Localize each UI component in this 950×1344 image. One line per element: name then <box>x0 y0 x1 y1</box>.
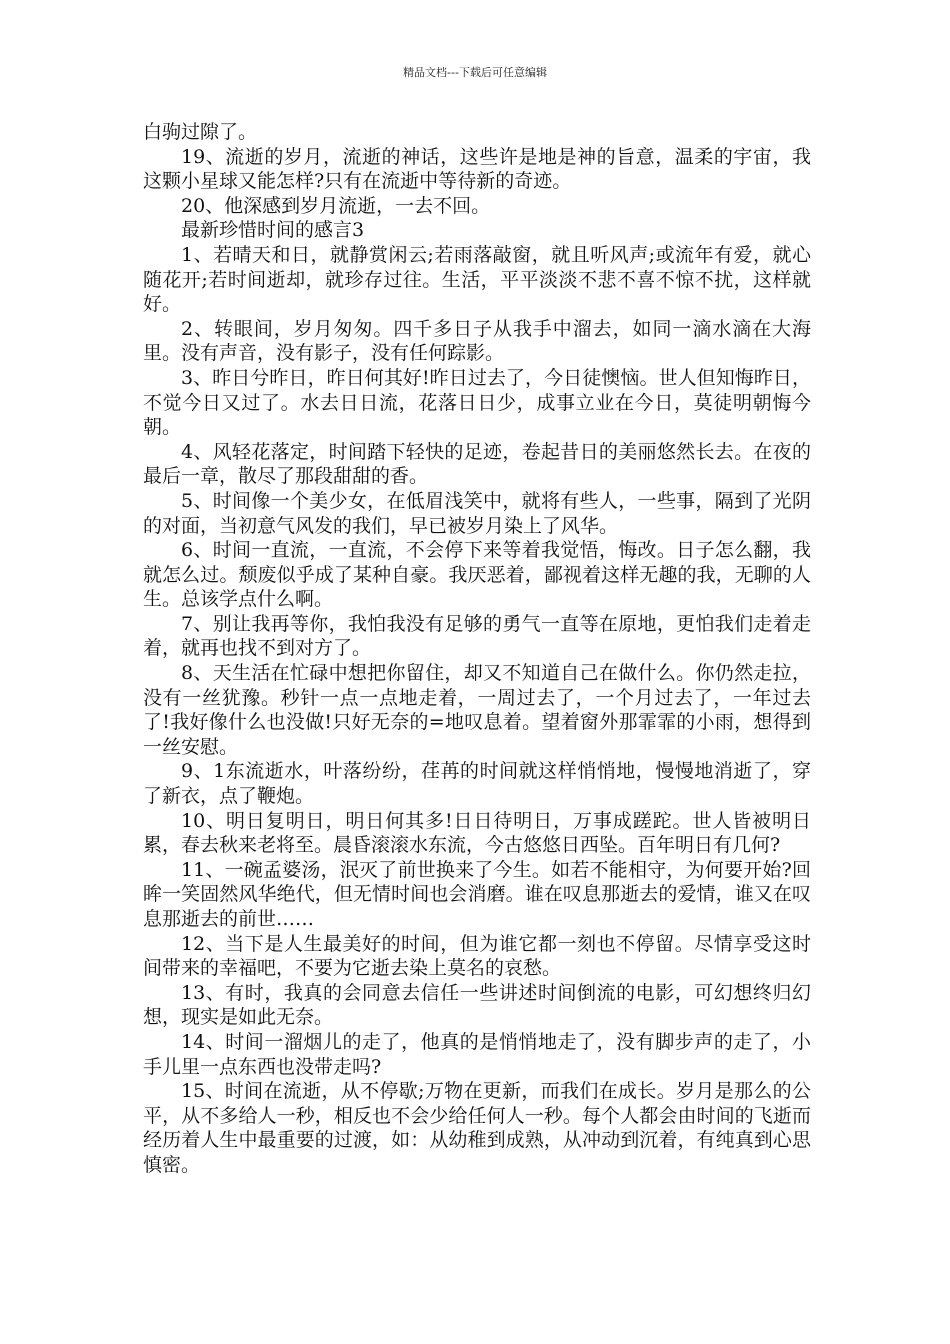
paragraph-7: 7、别让我再等你，我怕我没有足够的勇气一直等在原地，更怕我们走着走着，就再也找不到对方了。 <box>143 612 811 660</box>
paragraph-1: 1、若晴天和日，就静赏闲云;若雨落敲窗，就且听风声;或流年有爱，就心随花开;若时间逝却，就珍存过往。生活，平平淡淡不悲不喜不惊不扰，这样就好。 <box>143 243 811 316</box>
paragraph-13: 13、有时，我真的会同意去信任一些讲述时间倒流的电影，可幻想终归幻想，现实是如此无奈。 <box>143 981 811 1029</box>
paragraph-20: 20、他深感到岁月流逝，一去不回。 <box>181 194 491 217</box>
paragraph-4: 4、风轻花落定，时间踏下轻快的足迹，卷起昔日的美丽悠然长去。在夜的最后一章，散尽了那段甜甜的香。 <box>143 440 811 488</box>
paragraph-6: 6、时间一直流，一直流，不会停下来等着我觉悟，悔改。日子怎么翻，我就怎么过。颓废似乎成了某种自豪。我厌恶着，鄙视着这样无趣的我，无聊的人生。总该学点什么啊。 <box>143 539 811 611</box>
paragraph-19: 19、流逝的岁月，流逝的神话，这些许是地是神的旨意，温柔的宇宙，我这颗小星球又能怎样?只有在流逝中等待新的奇迹。 <box>143 145 811 193</box>
paragraph-12: 12、当下是人生最美好的时间，但为谁它都一刻也不停留。尽情享受这时间带来的幸福吧，不要为它逝去染上莫名的哀愁。 <box>143 932 811 980</box>
paragraph-8: 8、天生活在忙碌中想把你留住，却又不知道自己在做什么。你仍然走拉，没有一丝犹豫。秒针一点一点地走着，一周过去了，一个月过去了，一年过去了!我好像什么也没做!只好无奈的=地叹息着。望着窗外那霏霏的小雨，想得到一丝安慰。 <box>143 662 811 758</box>
paragraph-5: 5、时间像一个美少女，在低眉浅笑中，就将有些人，一些事，隔到了光阴的对面，当初意气风发的我们，早已被岁月染上了风华。 <box>143 489 811 537</box>
paragraph-9: 9、1东流逝水，叶落纷纷，荏苒的时间就这样悄悄地，慢慢地消逝了，穿了新衣，点了鞭炮。 <box>143 760 811 808</box>
page-header: 精品文档---下载后可任意编辑 <box>403 66 547 79</box>
paragraph-14: 14、时间一溜烟儿的走了，他真的是悄悄地走了，没有脚步声的走了，小手儿里一点东西也没带走吗? <box>143 1030 811 1078</box>
document-body <box>143 120 811 1178</box>
paragraph-11: 11、一碗孟婆汤，泯灭了前世换来了今生。如若不能相守，为何要开始?回眸一笑固然风华绝代，但无情时间也会消磨。谁在叹息那逝去的爱情，谁又在叹息那逝去的前世…… <box>143 858 811 930</box>
paragraph-2: 2、转眼间，岁月匆匆。四千多日子从我手中溜去，如同一滴水滴在大海里。没有声音，没有影子，没有任何踪影。 <box>143 317 811 365</box>
section-heading: 最新珍惜时间的感言3 <box>181 219 365 242</box>
paragraph-10: 10、明日复明日，明日何其多!日日待明日，万事成蹉跎。世人皆被明日累，春去秋来老将至。晨昏滚滚水东流，今古悠悠日西坠。百年明日有几何? <box>143 809 811 857</box>
paragraph-3: 3、昨日兮昨日，昨日何其好!昨日过去了，今日徒懊恼。世人但知悔昨日，不觉今日又过了。水去日日流，花落日日少，成事立业在今日，莫徒明朝悔今朝。 <box>143 366 811 439</box>
paragraph-15: 15、时间在流逝，从不停歇;万物在更新，而我们在成长。岁月是那么的公平，从不多给人一秒，相反也不会少给任何人一秒。每个人都会由时间的飞逝而经历着人生中最重要的过渡，如：从幼稚到成熟，从冲动到沉着，有纯真到心思慎密。 <box>143 1080 811 1176</box>
paragraph-continuation: 白驹过隙了。 <box>143 121 258 143</box>
